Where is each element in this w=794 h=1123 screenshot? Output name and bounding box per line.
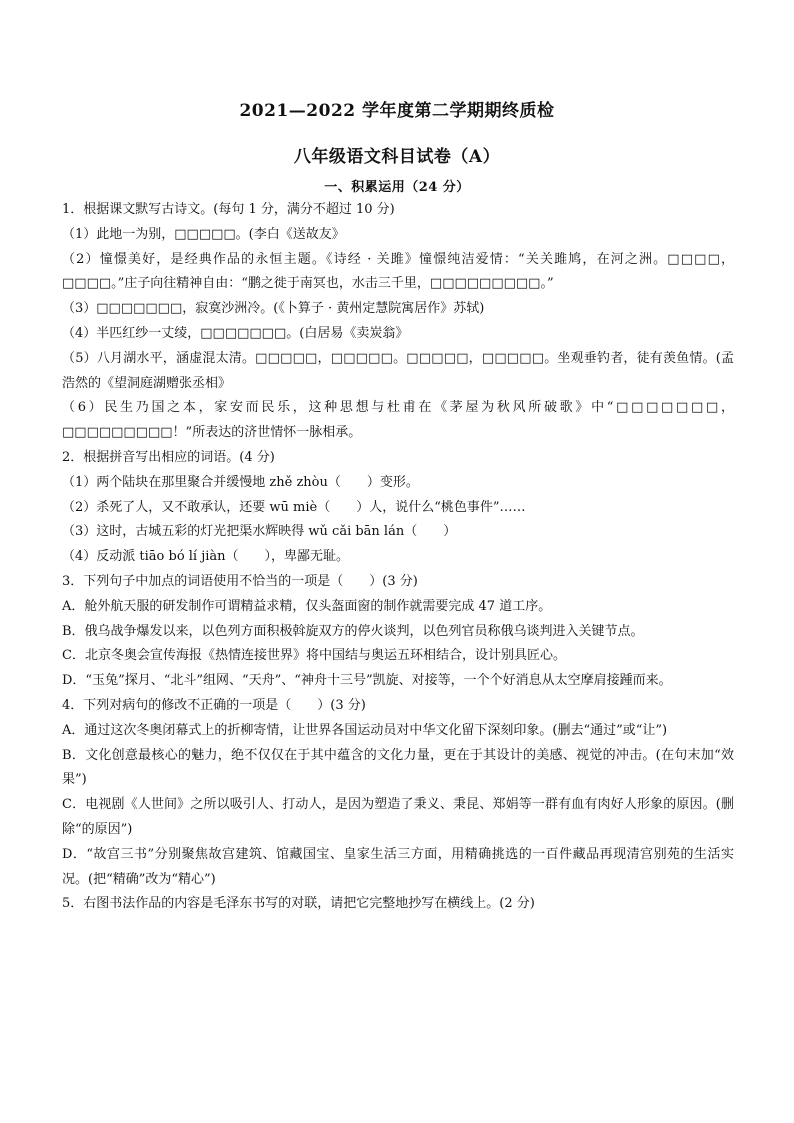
section-heading: 一、积累运用（24 分） [324,180,470,195]
question-3-option-a: A．舱外航天服的研发制作可谓精益求精，仅头盔面窗的制作就需要完成 47 道工序。 [62,598,552,614]
question-1-item-6: （6）民生乃国之本，家安而民乐，这种思想与杜甫在《茅屋为秋风所破歌》中“□□□□□□□，□□□□□□□□□！”所表达的济世情怀一脉相承。 [62,400,734,441]
question-4-option-d: D．“故宫三书”分别聚焦故宫建筑、馆藏国宝、皇家生活三方面，用精确挑选的一百件藏品再现清宫别苑的生活实况。(把“精确”改为“精心”) [62,846,734,887]
question-1-item-1: （1）此地一为别，□□□□□。(李白《送故友》 [62,226,345,242]
question-1-stem: 1．根据课文默写古诗文。(每句 1 分，满分不超过 10 分) [62,202,395,217]
exam-title: 2021—2022 学年度第二学期期终质检 [239,101,555,121]
question-3-option-d: D．“玉兔”探月、“北斗”组网、“天舟”、“神舟十三号”凯旋、对接等，一个个好消息从太空摩肩接踵而来。 [62,673,672,689]
question-4-stem: 4．下列对病句的修改不正确的一项是（ ）(3 分) [62,697,366,713]
exam-content [62,198,734,917]
question-4-option-b: B．文化创意最核心的魅力，绝不仅仅在于其中蕴含的文化力量，更在于其设计的美感、视觉的冲击。(在句末加“效果”) [62,747,734,788]
question-3-option-c: C．北京冬奥会宣传海报《热情连接世界》将中国结与奥运五环相结合，设计别具匠心。 [62,648,566,664]
question-1-item-3: （3）□□□□□□□，寂寞沙洲冷。(《卜算子 · 黄州定慧院寓居作》苏轼) [62,301,485,317]
question-2-item-3: （3）这时，古城五彩的灯光把渠水辉映得 wǔ cǎi bān lán（ ） [62,524,457,540]
question-2-item-4: （4）反动派 tiāo bó lí jiàn（ ），卑鄙无耻。 [62,549,350,565]
question-2-item-1: （1）两个陆块在那里聚合并缓慢地 zhě zhòu（ ）变形。 [62,474,419,490]
question-1-item-5: （5）八月湖水平，涵虚混太清。□□□□□，□□□□□。□□□□□，□□□□□。坐观垂钓者，徒有羡鱼情。(孟浩然的《望洞庭湖赠张丞相》 [62,350,734,391]
exam-subtitle: 八年级语文科目试卷（A） [293,147,501,167]
question-2-stem: 2．根据拼音写出相应的词语。(4 分) [62,449,275,465]
question-3-option-b: B．俄乌战争爆发以来，以色列方面积极斡旋双方的停火谈判，以色列官员称俄乌谈判进入关键节点。 [62,623,644,639]
question-2-item-2: （2）杀死了人，又不敢承认，还要 wū miè（ ）人，说什么“桃色事件”…… [62,499,526,515]
question-5-stem: 5．右图书法作品的内容是毛泽东书写的对联，请把它完整地抄写在横线上。(2 分) [62,896,535,912]
question-1-item-4: （4）半匹红纱一丈绫，□□□□□□□。(白居易《卖炭翁》 [62,325,409,341]
question-4-option-c: C．电视剧《人世间》之所以吸引人、打动人，是因为塑造了秉义、秉昆、郑娟等一群有血有肉好人形象的原因。(删除“的原因”) [62,797,734,837]
question-4-option-a: A．通过这次冬奥闭幕式上的折柳寄情，让世界各国运动员对中华文化留下深刻印象。(删去“通过”或“让”) [62,722,668,738]
question-1-item-2: （2）憧憬美好，是经典作品的永恒主题。《诗经 · 关雎》憧憬纯洁爱情：“关关雎鸠，在河之洲。□□□□，□□□□。”庄子向往精神自由：“鹏之徙于南冥也，水击三千里，□□□□□□□□□。” [62,251,734,292]
question-3-stem: 3．下列句子中加点的词语使用不恰当的一项是（ ）(3 分) [62,573,418,589]
